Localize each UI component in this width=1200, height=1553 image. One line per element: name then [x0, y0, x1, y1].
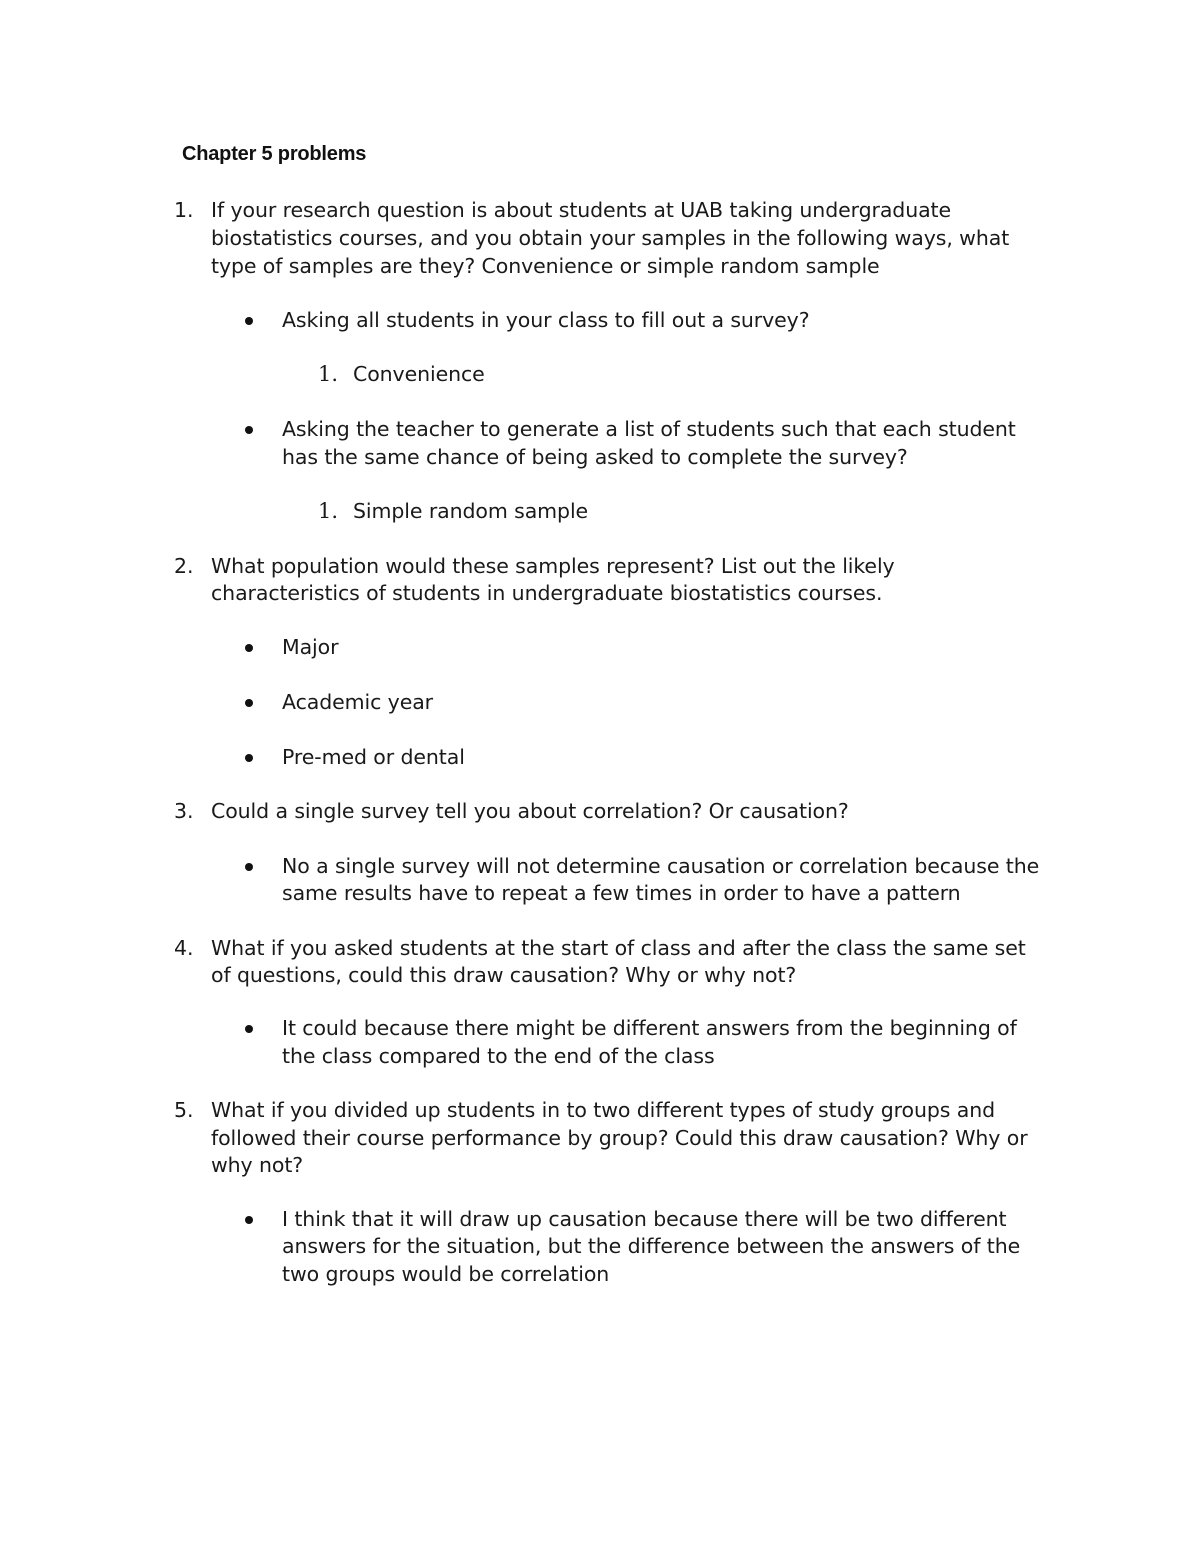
question-3-answer-1-line-2: same results have to repeat a few times in order to have a pattern: [282, 881, 961, 905]
question-5-answer-1-line-3: two groups would be correlation: [282, 1262, 610, 1286]
question-4-answer-1-line-1: It could because there might be different answers from the beginning of: [282, 1016, 1017, 1040]
question-2-answer-1-text: Major: [282, 635, 339, 659]
question-1-answer-1-sub-number: 1.: [318, 362, 339, 386]
question-5-answer-1-line-1: I think that it will draw up causation because there will be two different: [282, 1207, 1007, 1231]
question-3-answer-1-line-1: No a single survey will not determine causation or correlation because the: [282, 854, 1040, 878]
question-1-number: 1.: [174, 198, 194, 222]
question-5-number: 5.: [174, 1098, 194, 1122]
question-2-line-2: characteristics of students in undergraduate biostatistics courses.: [211, 581, 883, 605]
question-1-answer-1-text: Asking all students in your class to fill out a survey?: [282, 308, 810, 332]
question-4-number: 4.: [174, 936, 194, 960]
bullet-icon: [245, 1025, 253, 1033]
question-1-answer-2-sub-number: 1.: [318, 499, 339, 523]
question-3-line-1: Could a single survey tell you about correlation? Or causation?: [211, 799, 849, 823]
question-1-answer-2-line-2: has the same chance of being asked to complete the survey?: [282, 445, 908, 469]
question-2-line-1: What population would these samples represent? List out the likely: [211, 554, 895, 578]
question-1-answer-2-sub-text: Simple random sample: [353, 499, 589, 523]
question-3-number: 3.: [174, 799, 194, 823]
question-2-number: 2.: [174, 554, 194, 578]
document-title: Chapter 5 problems: [182, 143, 367, 165]
question-5-answer-1-line-2: answers for the situation, but the difference between the answers of the: [282, 1234, 1021, 1258]
bullet-icon: [245, 426, 253, 434]
question-1-line-2: biostatistics courses, and you obtain your samples in the following ways, what: [211, 226, 1010, 250]
question-2-answer-2-text: Academic year: [282, 690, 434, 714]
question-1-answer-2-line-1: Asking the teacher to generate a list of students such that each student: [282, 417, 1016, 441]
question-5-line-1: What if you divided up students in to two different types of study groups and: [211, 1098, 996, 1122]
bullet-icon: [245, 644, 253, 652]
bullet-icon: [245, 1216, 253, 1224]
question-1-answer-1-sub-text: Convenience: [353, 362, 485, 386]
bullet-icon: [245, 863, 253, 871]
question-1-line-1: If your research question is about students at UAB taking undergraduate: [211, 198, 952, 222]
question-4-answer-1-line-2: the class compared to the end of the class: [282, 1044, 715, 1068]
question-1-line-3: type of samples are they? Convenience or simple random sample: [211, 254, 880, 278]
question-4-line-1: What if you asked students at the start of class and after the class the same set: [211, 936, 1026, 960]
question-4-line-2: of questions, could this draw causation? Why or why not?: [211, 963, 797, 987]
bullet-icon: [245, 317, 253, 325]
bullet-icon: [245, 699, 253, 707]
question-5-line-3: why not?: [211, 1153, 304, 1177]
question-5-line-2: followed their course performance by group? Could this draw causation? Why or: [211, 1126, 1028, 1150]
question-2-answer-3-text: Pre-med or dental: [282, 745, 465, 769]
bullet-icon: [245, 754, 253, 762]
